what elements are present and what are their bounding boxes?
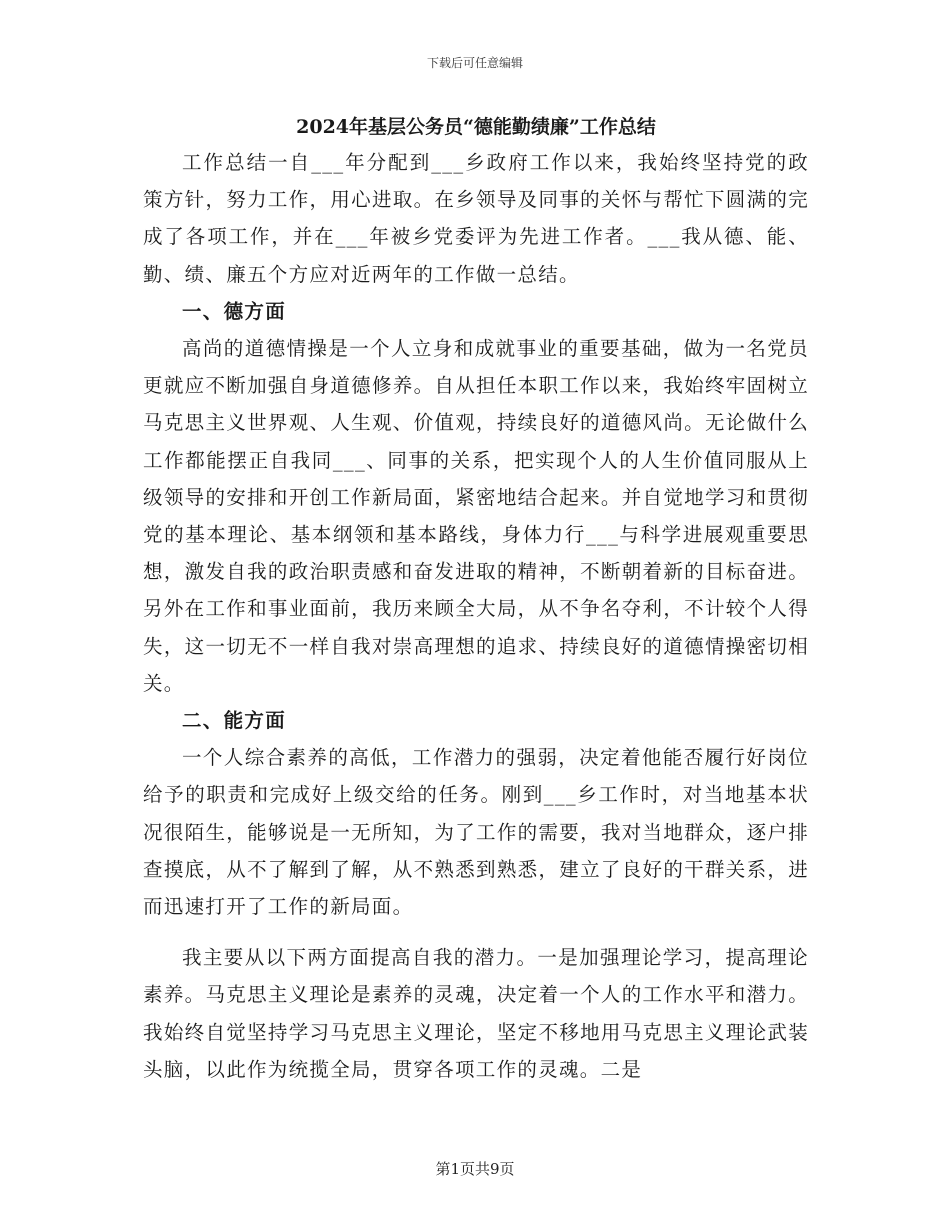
section-heading-neng: 二、能方面 [182,709,287,733]
header-note: 下载后可任意编辑 [426,56,523,70]
document-body [143,112,809,1088]
page-number-footer: 第1页共9页 [435,1160,515,1178]
section-de-paragraph: 高尚的道德情操是一个人立身和成就事业的重要基础，做为一名党员更就应不断加强自身道德修养。自从担任本职工作以来，我始终牢固树立马克思主义世界观、人生观、价值观，持续良好的道德风尚。无论做什么工作都能摆正自我同___、同事的关系，把实现个人的人生价值同服从上级领导的安排和开创工作新局面，紧密地结合起来。并自觉地学习和贯彻党的基本理论、基本纲领和基本路线，身体力行___与科学进展观重要思想，激发自我的政治职责感和奋发进取的精神，不断朝着新的目标奋进。另外在工作和事业面前，我历来顾全大局，从不争名夺利，不计较个人得失，这一切无不一样自我对崇高理想的追求、持续良好的道德情操密切相关。 [143,337,809,695]
section-neng-paragraph-2: 我主要从以下两方面提高自我的潜力。一是加强理论学习，提高理论素养。马克思主义理论是素养的灵魂，决定着一个人的工作水平和潜力。我始终自觉坚持学习马克思主义理论，坚定不移地用马克思主义理论武装头脑，以此作为统揽全局，贯穿各项工作的灵魂。二是 [143,946,809,1081]
section-heading-de: 一、德方面 [182,299,287,323]
section-neng-paragraph-1: 一个人综合素养的高低，工作潜力的强弱，决定着他能否履行好岗位给予的职责和完成好上级交给的任务。刚到___乡工作时，对当地基本状况很陌生，能够说是一无所知，为了工作的需要，我对当地群众，逐户排查摸底，从不了解到了解，从不熟悉到熟悉，建立了良好的干群关系，进而迅速打开了工作的新局面。 [143,746,809,919]
paragraph-gap [143,925,809,939]
document-title: 2024年基层公务员“德能勤绩廉”工作总结 [296,116,656,138]
intro-paragraph: 工作总结一自___年分配到___乡政府工作以来，我始终坚持党的政策方针，努力工作，用心进取。在乡领导及同事的关怀与帮忙下圆满的完成了各项工作，并在___年被乡党委评为先进工作者。___我从德、能、勤、绩、廉五个方应对近两年的工作做一总结。 [143,151,809,286]
